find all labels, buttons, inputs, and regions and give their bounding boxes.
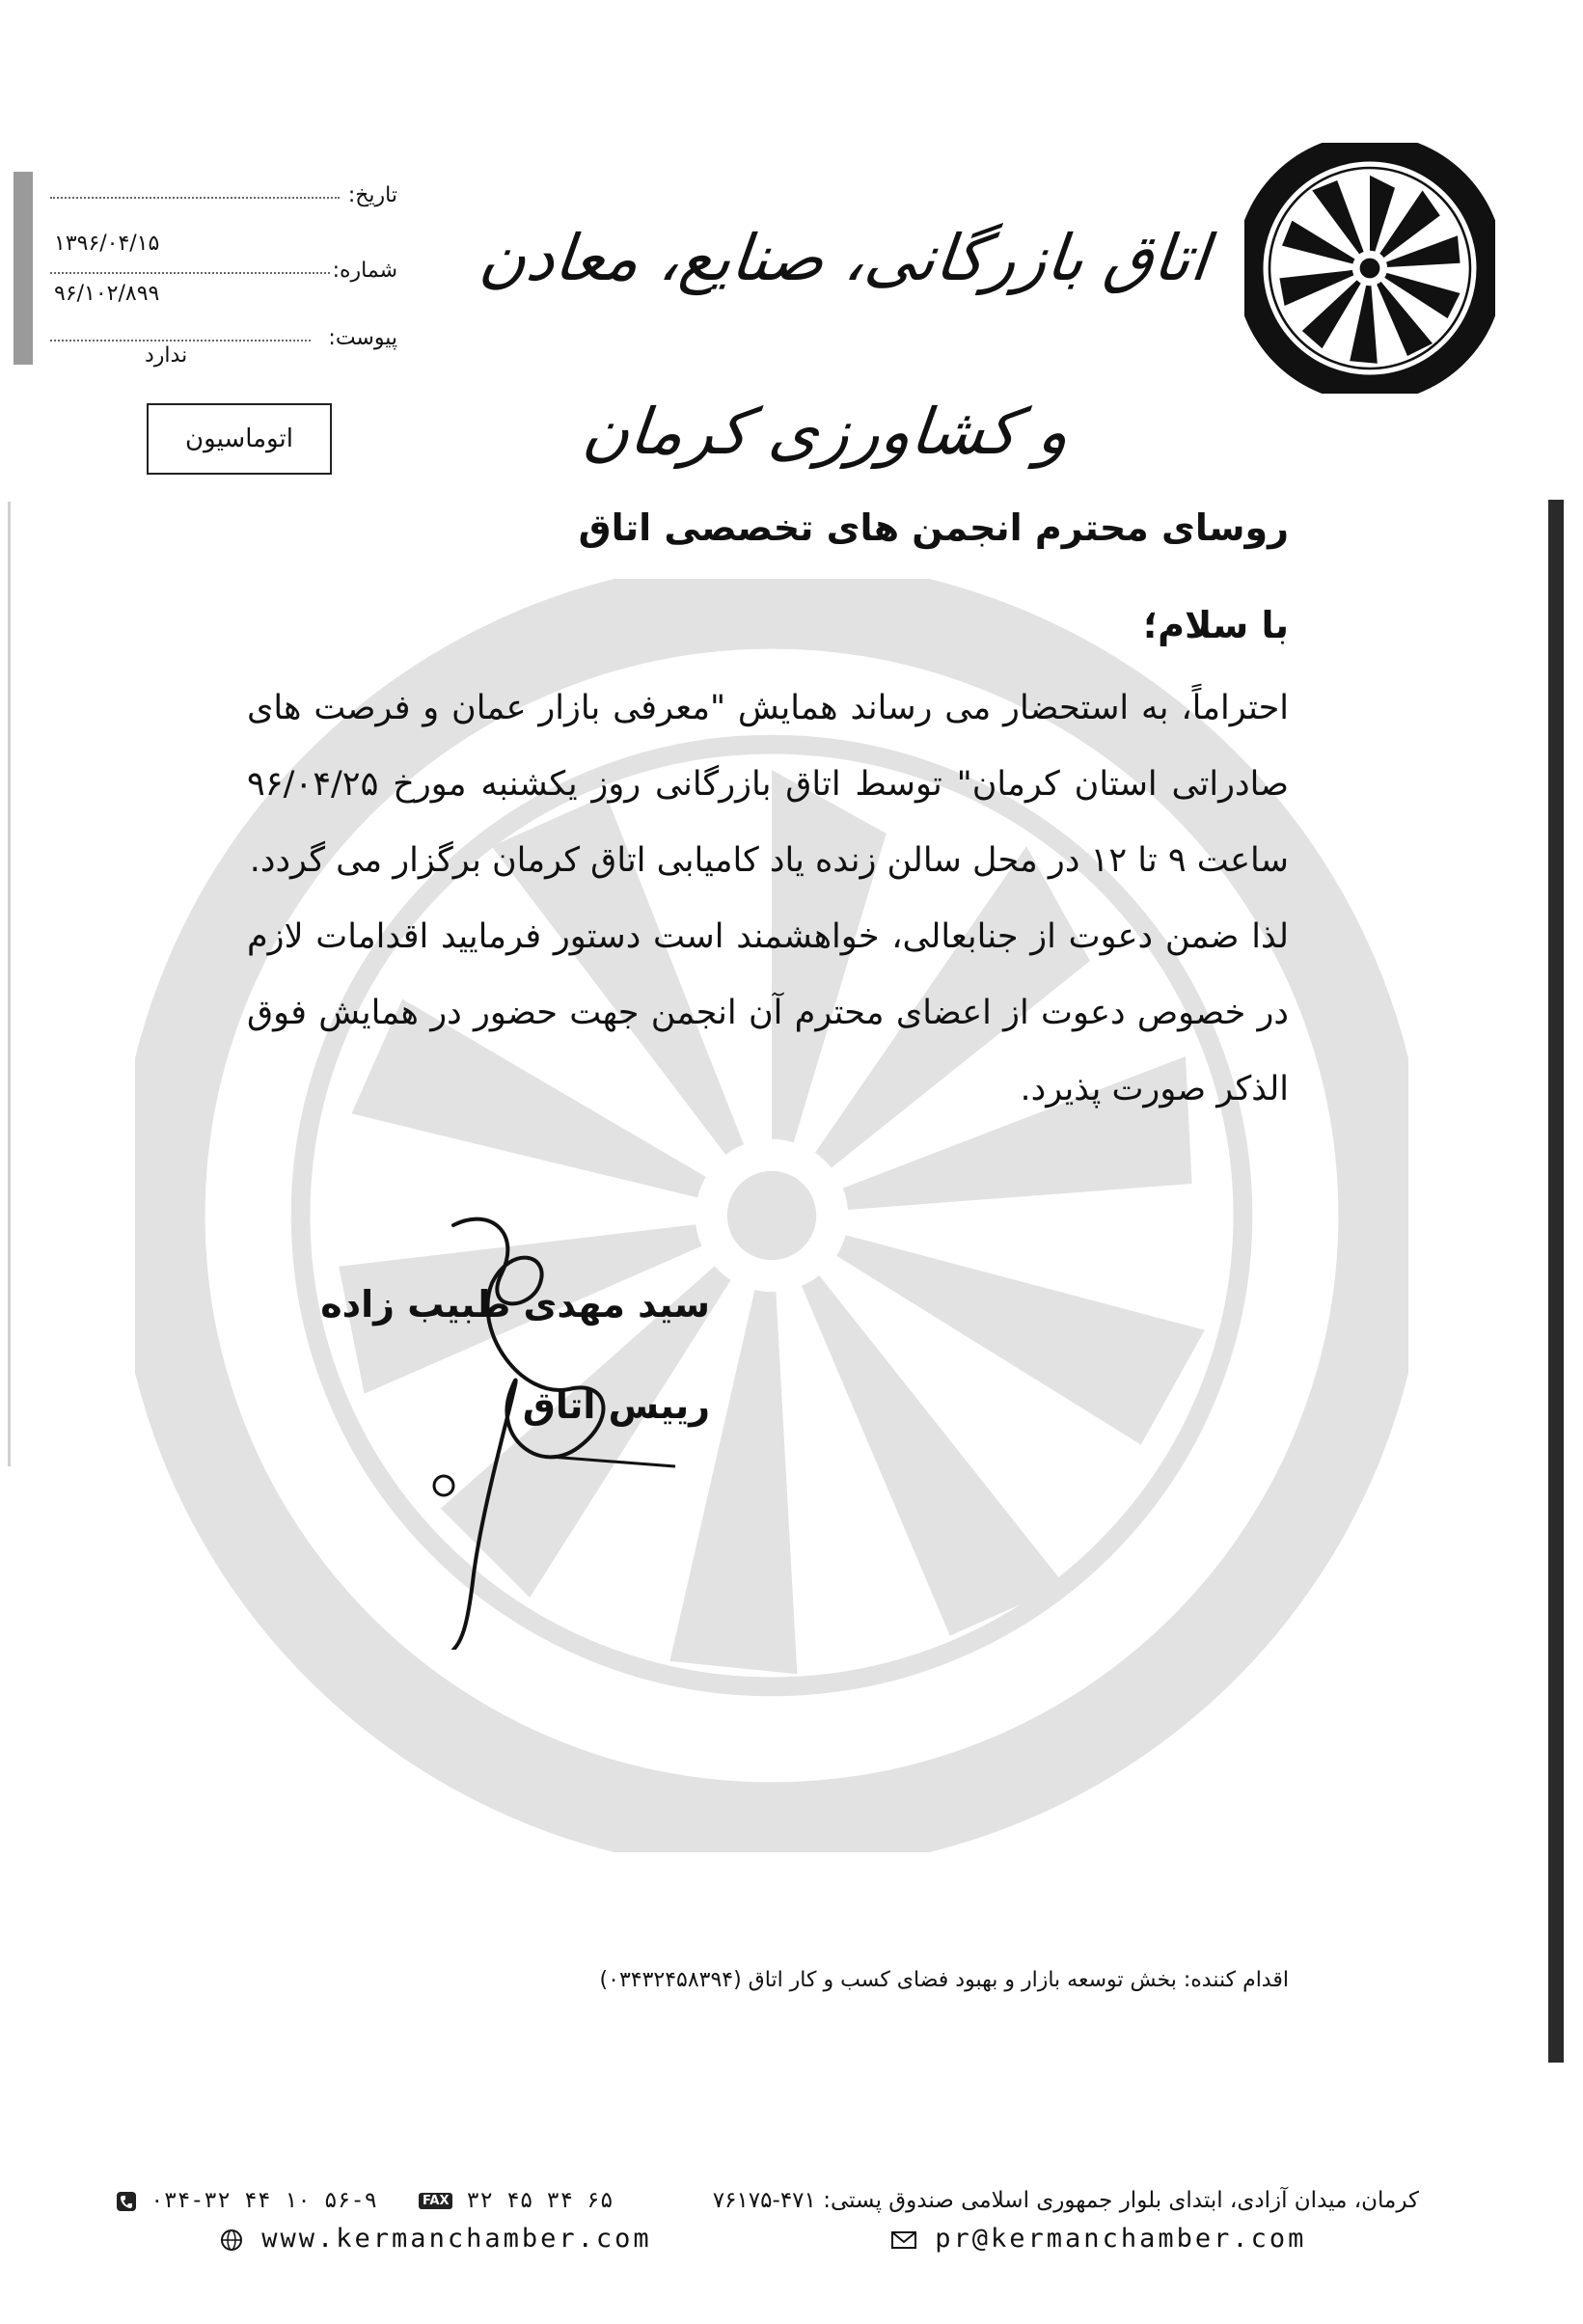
action-line: اقدام کننده: بخش توسعه بازار و بهبود فضای کسب و کار اتاق (۰۳۴۳۲۴۵۸۳۹۴)	[599, 1968, 1289, 1992]
number-dots	[50, 272, 330, 274]
salutation: با سلام؛	[1142, 604, 1289, 646]
letter-paragraph-2: لذا ضمن دعوت از جنابعالی، خواهشمند است دستور فرمایید اقدامات لازم در خصوص دعوت از اعضای محترم آن انجمن جهت حضور در همایش فوق الذکر صورت پذیرد.	[247, 917, 1289, 1108]
signer-name: سید مهدی طبیب زاده	[320, 1283, 710, 1326]
date-dots	[50, 197, 340, 199]
number-label: شماره:	[332, 259, 397, 283]
attachment-label: پیوست:	[328, 326, 397, 350]
date-row	[50, 183, 397, 222]
signer-title: رییس اتاق	[522, 1384, 710, 1427]
email-link[interactable]: pr@kermanchamber.com	[935, 2224, 1307, 2254]
organization-name: اتاق بازرگانی، صنایع، معادن و کشاورزی کرمان	[476, 221, 1213, 469]
attachment-value: ندارد	[145, 343, 188, 368]
footer-fax	[415, 2188, 614, 2213]
phone-number: ۰۳۴-۳۲ ۴۴ ۱۰ ۵۶-۹	[150, 2188, 378, 2213]
envelope-icon	[891, 2230, 916, 2250]
letter-body	[247, 670, 1289, 1128]
fax-number: ۳۲ ۴۵ ۳۴ ۶۵	[466, 2188, 614, 2213]
addressee: روسای محترم انجمن های تخصصی اتاق	[578, 506, 1289, 549]
chamber-logo	[1244, 143, 1495, 394]
fax-icon: FAX	[419, 2193, 452, 2209]
globe-icon	[220, 2228, 243, 2252]
phone-icon	[116, 2191, 137, 2212]
footer-phone	[116, 2188, 377, 2213]
footer-address: کرمان، میدان آزادی، ابتدای بلوار جمهوری اسلامی صندوق پستی: ۴۷۱-۷۶۱۷۵	[712, 2188, 1419, 2213]
footer-website[interactable]	[220, 2224, 652, 2254]
attachment-row	[50, 326, 397, 384]
scan-edge-right	[1548, 500, 1564, 2063]
footer-email[interactable]	[891, 2224, 1306, 2254]
website-link[interactable]: www.kermanchamber.com	[261, 2224, 652, 2254]
number-value: ۹۶/۱۰۲/۸۹۹	[54, 282, 160, 306]
handwritten-signature	[376, 1196, 685, 1650]
letter-paragraph-1: احتراماً، به استحضار می رساند همایش "معرفی بازار عمان و فرصت های صادراتی استان کرمان" توسط اتاق بازرگانی روز یکشنبه مورخ ۹۶/۰۴/۲۵ ساعت ۹ تا ۱۲ در محل سالن زنده یاد کامیابی اتاق کرمان برگزار می گردد.	[247, 689, 1289, 880]
automation-box: اتوماسیون	[147, 403, 332, 475]
date-value: ۱۳۹۶/۰۴/۱۵	[54, 232, 160, 256]
date-label: تاریخ:	[347, 183, 397, 207]
scan-edge-left	[14, 172, 33, 365]
scan-edge-left-line	[8, 502, 11, 1466]
attachment-dots	[50, 340, 311, 342]
